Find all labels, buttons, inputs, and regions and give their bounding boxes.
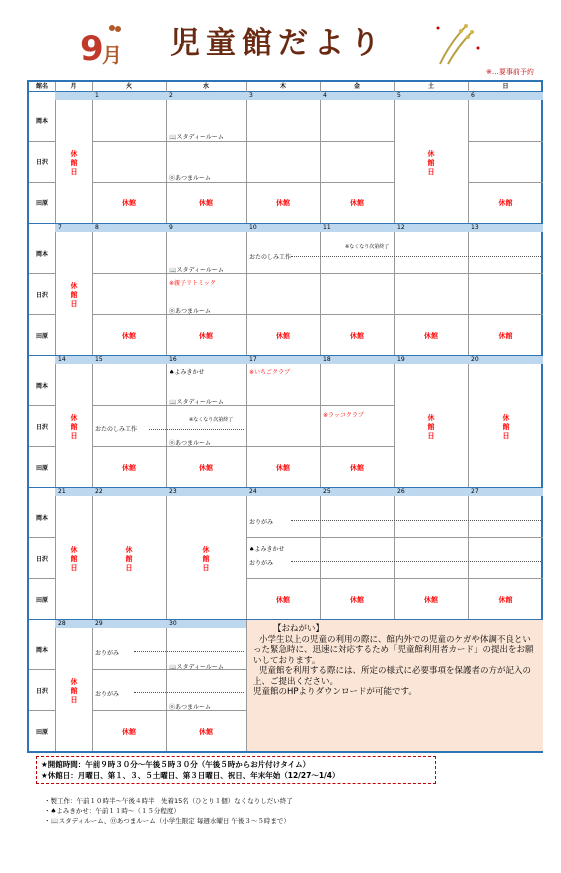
date-25: 25 [323,488,331,495]
row-label-tahara: 田原 [35,729,48,736]
closed-label: 休館 [498,596,513,604]
date-17: 17 [249,356,257,363]
date-26: 26 [397,488,405,495]
closed-label: 休館 [276,464,290,472]
date-27: 27 [471,488,479,495]
event-study: 📖スタディールーム [169,399,224,406]
closed-day-mon-w3: 休館日 [70,414,78,440]
closed-day-mon-w5: 休館日 [70,678,78,704]
event-study: 📖スタディールーム [169,134,224,141]
date-30: 30 [169,620,177,627]
date-2: 2 [169,92,173,99]
date-8: 8 [95,224,99,231]
date-10: 10 [249,224,257,231]
row-label-hisawa: 日沢 [35,424,48,431]
day-header-fri: 金 [353,83,360,90]
event-ichigo: ※いちごクラブ [249,369,291,376]
closed-label: 休館 [122,728,136,736]
closed-label: 休館 [276,199,290,207]
rice-plant-icon [430,18,485,66]
closed-label: 休館 [276,332,290,340]
event-note: ※なくなり次第終了 [189,417,234,423]
row-label-tahara: 田原 [35,597,48,604]
footnotes [44,796,293,826]
date-11: 11 [323,224,331,231]
page-title: 児童館だより [170,26,386,61]
event-otanoshimi: おたのしみ工作 [95,426,138,433]
date-28: 28 [58,620,66,627]
event-atsuma: ⓪あつまルーム [169,175,212,182]
footnote-rooms: ・📖スタディルーム、⓪あつまルーム（小学生限定 毎週水曜日 午後３～５時まで） [44,817,290,825]
date-22: 22 [95,488,103,495]
date-18: 18 [323,356,331,363]
closed-day-tue-w4: 休館日 [125,546,133,572]
event-origami: おりがみ [95,650,120,657]
row-label-hisawa: 日沢 [35,556,48,563]
day-header-mon: 月 [70,83,77,90]
event-ehon: ♠よみきかせ [169,369,205,376]
event-study: 📖スタディールーム [169,664,224,671]
day-header-sun: 日 [502,83,509,90]
calendar-table [27,80,543,753]
closed-day-sat-w1: 休館日 [427,150,435,176]
event-origami: おりがみ [249,560,274,567]
reservation-note: ※…要事前予約 [486,68,534,76]
day-header-tue: 火 [125,83,132,90]
date-5: 5 [397,92,401,99]
date-20: 20 [471,356,479,363]
event-study: 📖スタディールーム [169,267,224,274]
row-label-okamoto: 岡本 [35,251,48,258]
opening-hours: ★開館時間：午前９時３０分～午後５時３０分（午後５時からお片付けタイム） [41,760,311,769]
closed-label: 休館 [350,596,364,604]
date-12: 12 [397,224,405,231]
event-otanoshimi: おたのしみ工作 [249,254,292,261]
row-label-tahara: 田原 [35,333,48,340]
corner-header: 館名 [35,83,48,90]
date-19: 19 [397,356,405,363]
row-label-hisawa: 日沢 [35,159,48,166]
day-header-wed: 水 [202,83,209,90]
date-29: 29 [95,620,103,627]
event-atsuma: ⓪あつまルーム [169,440,212,447]
row-label-okamoto: 岡本 [35,515,48,522]
footnote-craft: ・製工作：午前１０時半～午後４時半 先着15名（ひとり１個）なくなりしだい終了 [44,797,293,805]
closed-label: 休館 [424,596,438,604]
date-16: 16 [169,356,177,363]
event-origami: おりがみ [95,691,120,698]
date-14: 14 [58,356,66,363]
event-oyako: ※親子リトミック [169,280,216,287]
row-label-tahara: 田原 [35,200,48,207]
notice-box [247,620,543,751]
closed-label: 休館 [424,332,438,340]
info-box [36,756,436,784]
date-24: 24 [249,488,257,495]
closed-label: 休館 [498,199,513,207]
svg-text:月: 月 [102,43,122,66]
day-header-sat: 土 [427,83,434,90]
closed-label: 休館 [122,332,136,340]
closed-days: ★休館日：月曜日、第１、３、５土曜日、第３日曜日、祝日、年末年始（12/27～1/4） [41,771,340,780]
closed-label: 休館 [350,464,364,472]
date-3: 3 [249,92,253,99]
closed-day-sun-w3: 休館日 [502,414,510,440]
row-label-okamoto: 岡本 [35,383,48,390]
month-badge-icon [78,22,126,66]
date-7: 7 [58,224,62,231]
notice-paragraph-2: 児童館を利用する際には、所定の様式に必要事項を保護者の方が記入の上、ご提出ください。 [253,666,532,687]
date-21: 21 [58,488,66,495]
row-label-hisawa: 日沢 [35,292,48,299]
date-13: 13 [471,224,479,231]
event-ehon: ♠よみきかせ [249,546,285,553]
closed-label: 休館 [199,199,213,207]
closed-day-sat-w3: 休館日 [427,414,435,440]
row-label-tahara: 田原 [35,465,48,472]
date-4: 4 [323,92,327,99]
closed-label: 休館 [199,332,213,340]
date-6: 6 [471,92,475,99]
row-label-okamoto: 岡本 [35,118,48,125]
closed-day-mon-w1: 休館日 [70,150,78,176]
closed-label: 休館 [350,199,364,207]
date-15: 15 [95,356,103,363]
closed-label: 休館 [350,332,364,340]
closed-label: 休館 [276,596,290,604]
event-atsuma: ⓪あつまルーム [169,704,212,711]
closed-day-mon-w4: 休館日 [70,546,78,572]
notice-paragraph-1: 小学生以上の児童の利用の際に、館内外での児童のケガや体調不良といった緊急時に、迅速に対応するため「児童館利用者カード」の提出をお願いしております。 [253,634,534,666]
date-23: 23 [169,488,177,495]
closed-label: 休館 [199,464,213,472]
closed-label: 休館 [122,199,136,207]
date-9: 9 [169,224,173,231]
closed-label: 休館 [498,332,513,340]
row-label-hisawa: 日沢 [35,688,48,695]
event-origami: おりがみ [249,519,274,526]
notice-title: 【おねがい】 [273,624,325,634]
svg-text:9: 9 [80,29,104,66]
row-label-okamoto: 岡本 [35,647,48,654]
closed-day-mon-w2: 休館日 [70,282,78,308]
closed-label: 休館 [122,464,136,472]
event-atsuma: ⓪あつまルーム [169,308,212,315]
closed-label: 休館 [199,728,213,736]
event-rakko: ※ラッコクラブ [323,412,364,419]
day-header-thu: 木 [279,83,286,90]
notice-paragraph-3: 児童館のHPよりダウンロードが可能です。 [253,687,417,697]
event-note: ※なくなり次第終了 [345,244,390,250]
closed-day-wed-w4: 休館日 [202,546,210,572]
footnote-reading: ・♠よみきかせ：午前１１時～（１５分程度） [44,807,180,815]
date-1: 1 [95,92,99,99]
